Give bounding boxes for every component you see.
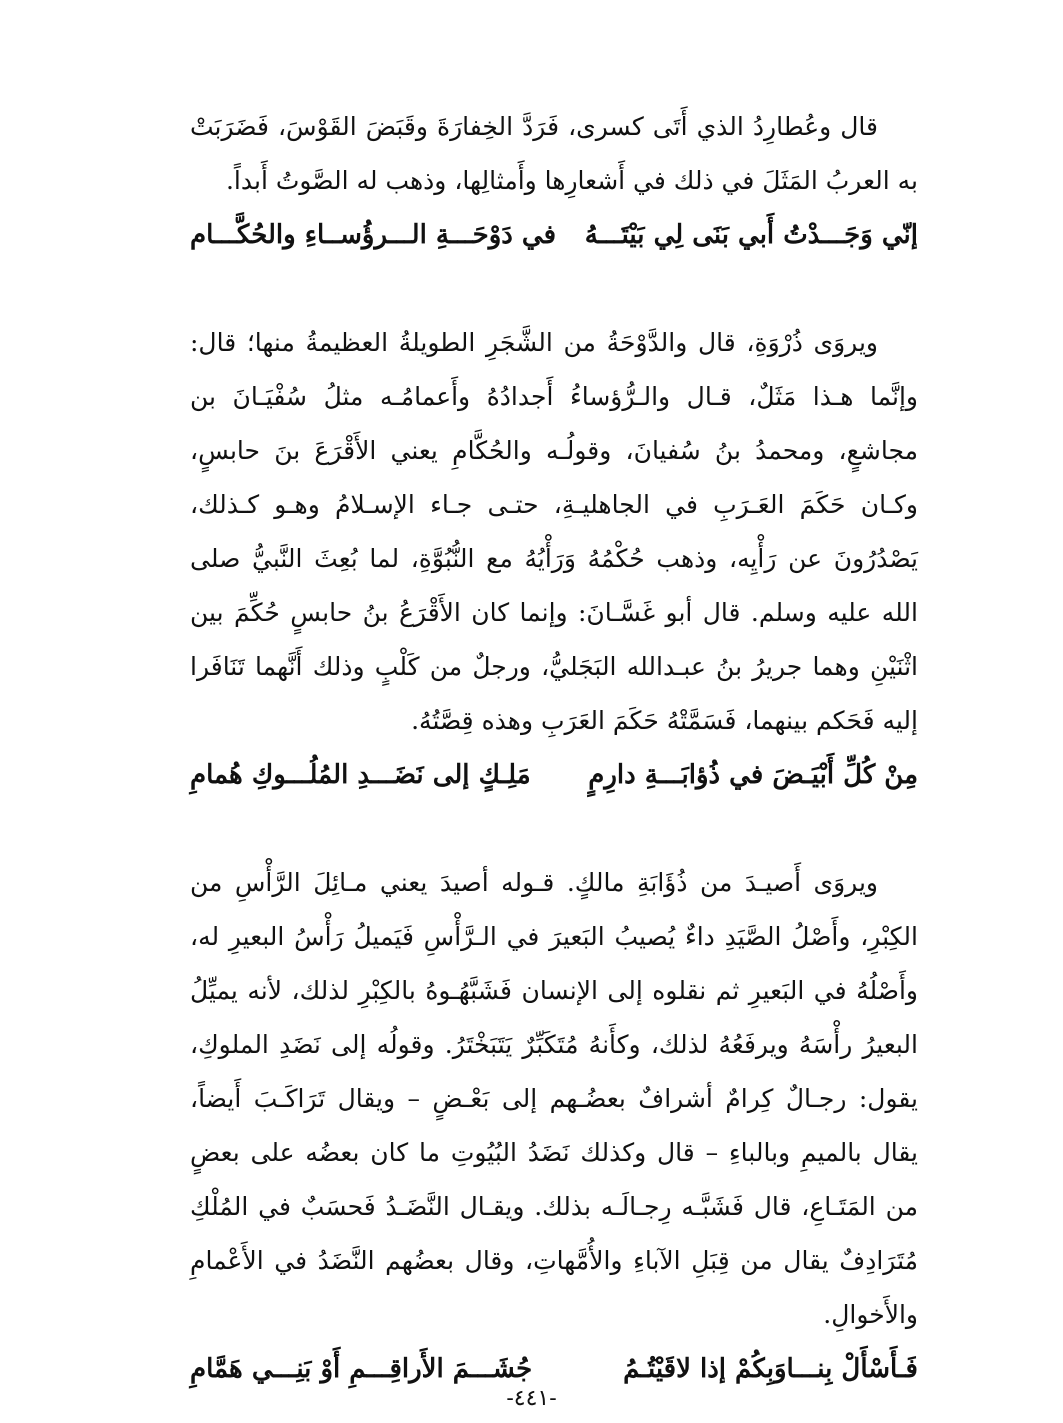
page-body xyxy=(190,100,918,1396)
verse-2-first-hemistich: مِنْ كُلِّ أَبْيَـضَ في ذُؤابَـــةِ دارِمٍ xyxy=(588,760,918,790)
verse-2-second-hemistich: مَلِـكٍ إلى نَضَـــدِ المُلُـــوكِ هُمامِ xyxy=(190,760,531,790)
verse-1 xyxy=(190,208,918,262)
paragraph-3: ويروَى أَصيـدَ من ذُؤَابَةِ مالكٍ. قـوله أصيدَ يعني مـائِلَ الرَّأْسِ من الكِبْرِ، وأَصْلُ الصَّيَدِ داءٌ يُصيبُ البَعيرَ في الـرَّأْسِ فَيَميلُ رَأْسُ البعيرِ له، وأَصْلُهُ في البَعيرِ ثم نقلوه إلى الإنسان فَشَبَّهُـوهُ بالكِبْرِ لذلك، لأنه يميِّلُ البعيرُ رأْسَهُ ويرفَعُهُ لذلك، وكأَنهُ مُتَكَبِّرٌ يَتَبَخْتَرُ. وقولُه إلى نَضَدِ الملوكِ، يقول: رجـالٌ كِرامٌ أشرافٌ بعضُـهم إلى بَعْـضٍ – ويقال تَرَاكَـبَ أَيضاً، يقال بالميمِ وبالباءِ – قال وكذلك نَضَدُ البُيُوتِ ما كان بعضُه على بعضٍ من المَتَـاعِ، قال فَشَبَّـه رِجـالَـه بذلك. ويقـال النَّضَـدُ فَحسَبٌ في المُلْكِ مُتَرَادِفٌ يقال من قِبَلِ الآباءِ والأُمَّهاتِ، وقال بعضُهم النَّضَدُ في الأَعْمامِ والأَخوالِ. xyxy=(190,868,918,1329)
paragraph-2: ويروَى ذُرْوَةِ، قال والدَّوْحَةُ من الشَّجَرِ الطويلةُ العظيمةُ منها؛ قال: وإنَّما هـذا مَثَلٌ، قـال والـرُّؤساءُ أَجدادُهُ وأَعمامُـه مثلُ سُفْيَـانَ بن مجاشعٍ، ومحمدُ بنُ سُفيانَ، وقولُـه والحُكَّامِ يعني الأَقْرَعَ بنَ حابسٍ، وكـان حَكَمَ العَـرَبِ في الجاهليـةِ، حتـى جـاء الإسـلامُ وهـو كـذلك، يَصْدُرُونَ عن رَأْيِه، وذهب حُكْمُهُ وَرَأْيُهُ مع النُّبُوَّةِ، لما بُعِثَ النَّبيُّ صلى الله عليه وسلم. قال أبو غَسَّـانَ: وإنما كان الأَقْرَعُ بنُ حابسٍ حُكِّمَ بين اثْنَيْنِ وهما جريرُ بنُ عبـدالله البَجَليُّ، ورجلٌ من كَلْبٍ وذلك أَنَّهما تَنَافَرا إليه فَحَكم بينهما، فَسَمَّتْهُ حَكَمَ العَرَبِ وهذه قِصَّتُهُ. xyxy=(190,328,918,735)
verse-3-first-hemistich: فَـأَسْأَلْ بِنـــاوَبِكُمْ إذا لاقَيْتُـمُ xyxy=(623,1354,918,1384)
verse-1-first-hemistich: إنّي وَجَـــدْتُ أَبي بَنَى لِي بَيْتَـــهُ xyxy=(584,220,918,250)
paragraph-1: قال وعُطارِدُ الذي أَتَى كسرى، فَرَدَّ الخِفارَةَ وقَبَضَ القَوْسَ، فَضَرَبَتْ به العربُ المَثَلَ في ذلك في أَشعارِها وأَمثالِها، وذهب له الصَّوتُ أَبداً. xyxy=(190,112,918,195)
page-number: -٤٤١- xyxy=(506,1386,557,1411)
verse-1-second-hemistich: في دَوْحَـــةِ الـــرؤُســاءِ والحُكَّـــام xyxy=(190,220,557,250)
verse-2 xyxy=(190,748,918,802)
verse-3-second-hemistich: جُشَـــمَ الأَراقِـــمِ أَوْ بَنِـــي هَمَّامِ xyxy=(190,1354,533,1384)
